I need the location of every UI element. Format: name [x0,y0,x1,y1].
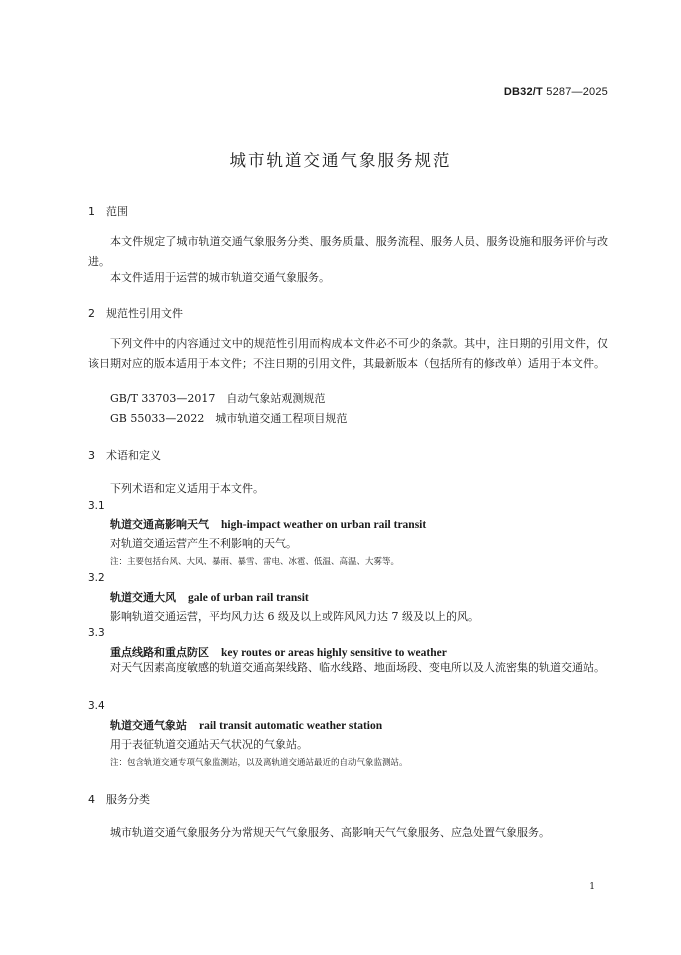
term-en: gale of urban rail transit [188,592,309,604]
document-title: 城市轨道交通气象服务规范 [229,151,452,170]
term-en: key routes or areas highly sensitive to weather [221,647,447,659]
section-2-heading [88,305,183,321]
section-1-paragraph-1: 本文件规定了城市轨道交通气象服务分类、服务质量、服务流程、服务人员、服务设施和服务评价与改进。 [88,235,608,268]
term-3-3-number: 3.3 [88,627,105,639]
reference-1: GB/T 33703—2017 自动气象站观测规范 [110,392,326,405]
section-1-heading [88,203,128,219]
section-4-heading [88,791,150,807]
term-3-3-definition: 对天气因素高度敏感的轨道交通高架线路、临水线路、地面场段、变电所以及人流密集的轨道交通站。 [110,661,605,674]
section-number: 2 [88,307,95,320]
term-3-1-note: 注：主要包括台风、大风、暴雨、暴雪、雷电、冰雹、低温、高温、大雾等。 [110,557,400,567]
section-number: 1 [88,205,95,218]
section-title: 规范性引用文件 [106,307,183,320]
section-2-paragraph-1: 下列文件中的内容通过文中的规范性引用而构成本文件必不可少的条款。其中，注日期的引用文件，仅该日期对应的版本适用于本文件；不注日期的引用文件，其最新版本（包括所有的修改单）适用于本文件。 [88,337,608,370]
reference-2: GB 55033—2022 城市轨道交通工程项目规范 [110,412,348,425]
term-3-4 [110,717,382,733]
standard-code-number: 5287—2025 [546,86,608,98]
term-3-1-number: 3.1 [88,500,105,512]
term-zh: 重点线路和重点防区 [110,646,209,659]
section-title: 术语和定义 [106,449,161,462]
section-3-heading [88,447,161,463]
term-3-2-number: 3.2 [88,572,105,584]
section-number: 3 [88,449,95,462]
term-3-2 [110,589,309,605]
section-number: 4 [88,793,95,806]
term-3-4-definition: 用于表征轨道交通站天气状况的气象站。 [110,738,308,751]
section-1-paragraph-2: 本文件适用于运营的城市轨道交通气象服务。 [110,271,330,284]
term-3-4-number: 3.4 [88,700,105,712]
page-number: 1 [589,882,595,892]
term-en: rail transit automatic weather station [199,720,383,732]
term-3-1-definition: 对轨道交通运营产生不利影响的天气。 [110,537,297,550]
term-zh: 轨道交通气象站 [110,719,187,732]
section-title: 范围 [106,205,128,218]
term-en: high-impact weather on urban rail transit [221,519,427,531]
section-3-intro: 下列术语和定义适用于本文件。 [110,482,264,495]
standard-code [504,86,608,98]
term-3-4-note: 注：包含轨道交通专项气象监测站，以及离轨道交通站最近的自动气象监测站。 [110,758,408,768]
section-4-paragraph-1: 城市轨道交通气象服务分为常规天气气象服务、高影响天气气象服务、应急处置气象服务。 [110,826,550,839]
section-title: 服务分类 [106,793,150,806]
term-3-2-definition: 影响轨道交通运营，平均风力达 6 级及以上或阵风风力达 7 级及以上的风。 [110,610,479,623]
term-3-1 [110,516,426,532]
standard-code-prefix: DB32/T [503,86,543,98]
term-zh: 轨道交通大风 [110,591,176,604]
term-zh: 轨道交通高影响天气 [110,518,209,531]
